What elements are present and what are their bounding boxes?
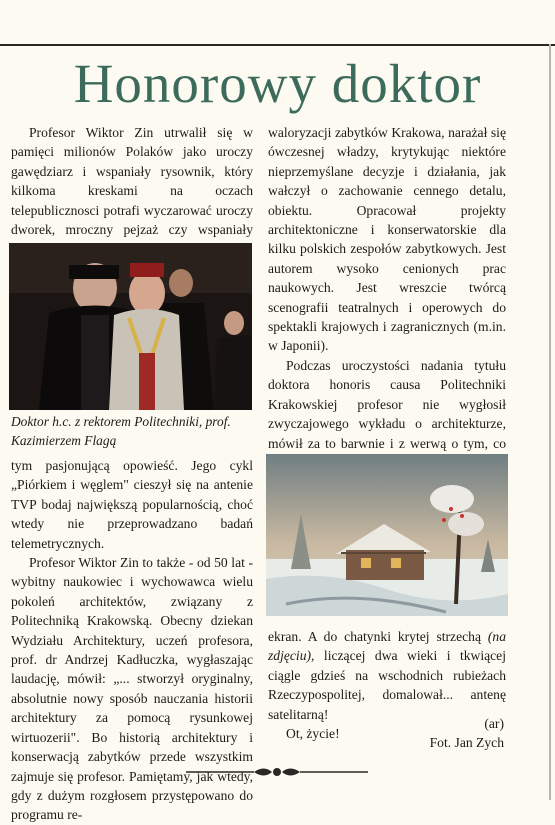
column-1-top <box>11 123 253 259</box>
author-initials: (ar) <box>484 716 504 731</box>
photo-caption: Doktor h.c. z rektorem Politechniki, prof. Kazimierzem Flagą <box>11 414 231 448</box>
divider-ornament <box>184 764 370 780</box>
paragraph: Profesor Wiktor Zin to także - od 50 lat - wybitny naukowiec i wychowawca wielu pokoleń architektów, związany z Politechniką Krakowską. Obecny dziekan Wydziału Architektury, uczeń profesora, prof. dr Andrzej Kadłuczka, wygłaszając laudację, mówił: „... stworzył oryginalny, absolutnie nowy sposób nauczania historii architektury za pomocą rysunkowej wirtuozerii". Bo historią architektury i konserwacją zabytków przede wszystkim zajmuje się profesor. Pamiętamy, jak wtedy, gdy z dużym rozgłosem przystępowano do programu re- <box>11 555 253 823</box>
paragraph: ekran. A do chatynki krytej strzechą (na zdjęciu), liczącej dwa wieki i tkwiącej ciągle gdzieś na wschodnich rubieżach Rzeczypospolitej, domalował... antenę satelitarną! <box>268 629 506 722</box>
photo-reference: (na zdjęciu) <box>268 629 506 664</box>
column-2-top <box>268 123 506 511</box>
ceremony-photo <box>9 243 252 410</box>
paragraph: Profesor Wiktor Zin utrwalił się w pamięci milionów Polaków jako uroczy gawędziarz i wspaniały rysownik, który kilkoma kreskami na oczach telepublicznosci potrafi wyczarować uroczy dworek, mroczny pejzaż czy wspaniały <box>11 125 253 238</box>
paragraph: Ot, życie! <box>286 726 340 742</box>
painting-photo <box>266 454 508 616</box>
article-title: Honorowy doktor <box>73 53 482 114</box>
paragraph: Podczas uroczystości nadania tytułu doktora honoris causa Politechniki Krakowskiej profesor nie wygłosił zwyczajowego wykładu o architekturze, mówił za to barwnie i z werwą o tym, co <box>268 357 506 451</box>
paragraph: waloryzacji zabytków Krakowa, narażał się ówczesnej władzy, krytykując niektóre nieprzemyślane decyzje i działania, jak wałczył o zachowanie cennego detalu, obiektu. Opracował projekty architektoniczne i konserwatorskie dla kilku polskich zespołów zabytkowych. Jest autorem wysoko cenionych prac naukowych. Jest wreszcie twórcą scenografii teatralnych i operowych do spektakli krajowych i zagranicznych (m.in. w Japonii). <box>268 125 506 354</box>
top-rule <box>0 44 555 46</box>
photo-credit: Fot. Jan Zych <box>429 735 504 750</box>
paragraph: tym pasjonującą opowieść. Jego cykl „Piórkiem i węglem" cieszył się na antenie TVP bodaj największą popularnością, choć wtedy nie przeprowadzano badań telemetrycznych. <box>11 458 253 551</box>
right-margin-rule <box>549 44 551 800</box>
